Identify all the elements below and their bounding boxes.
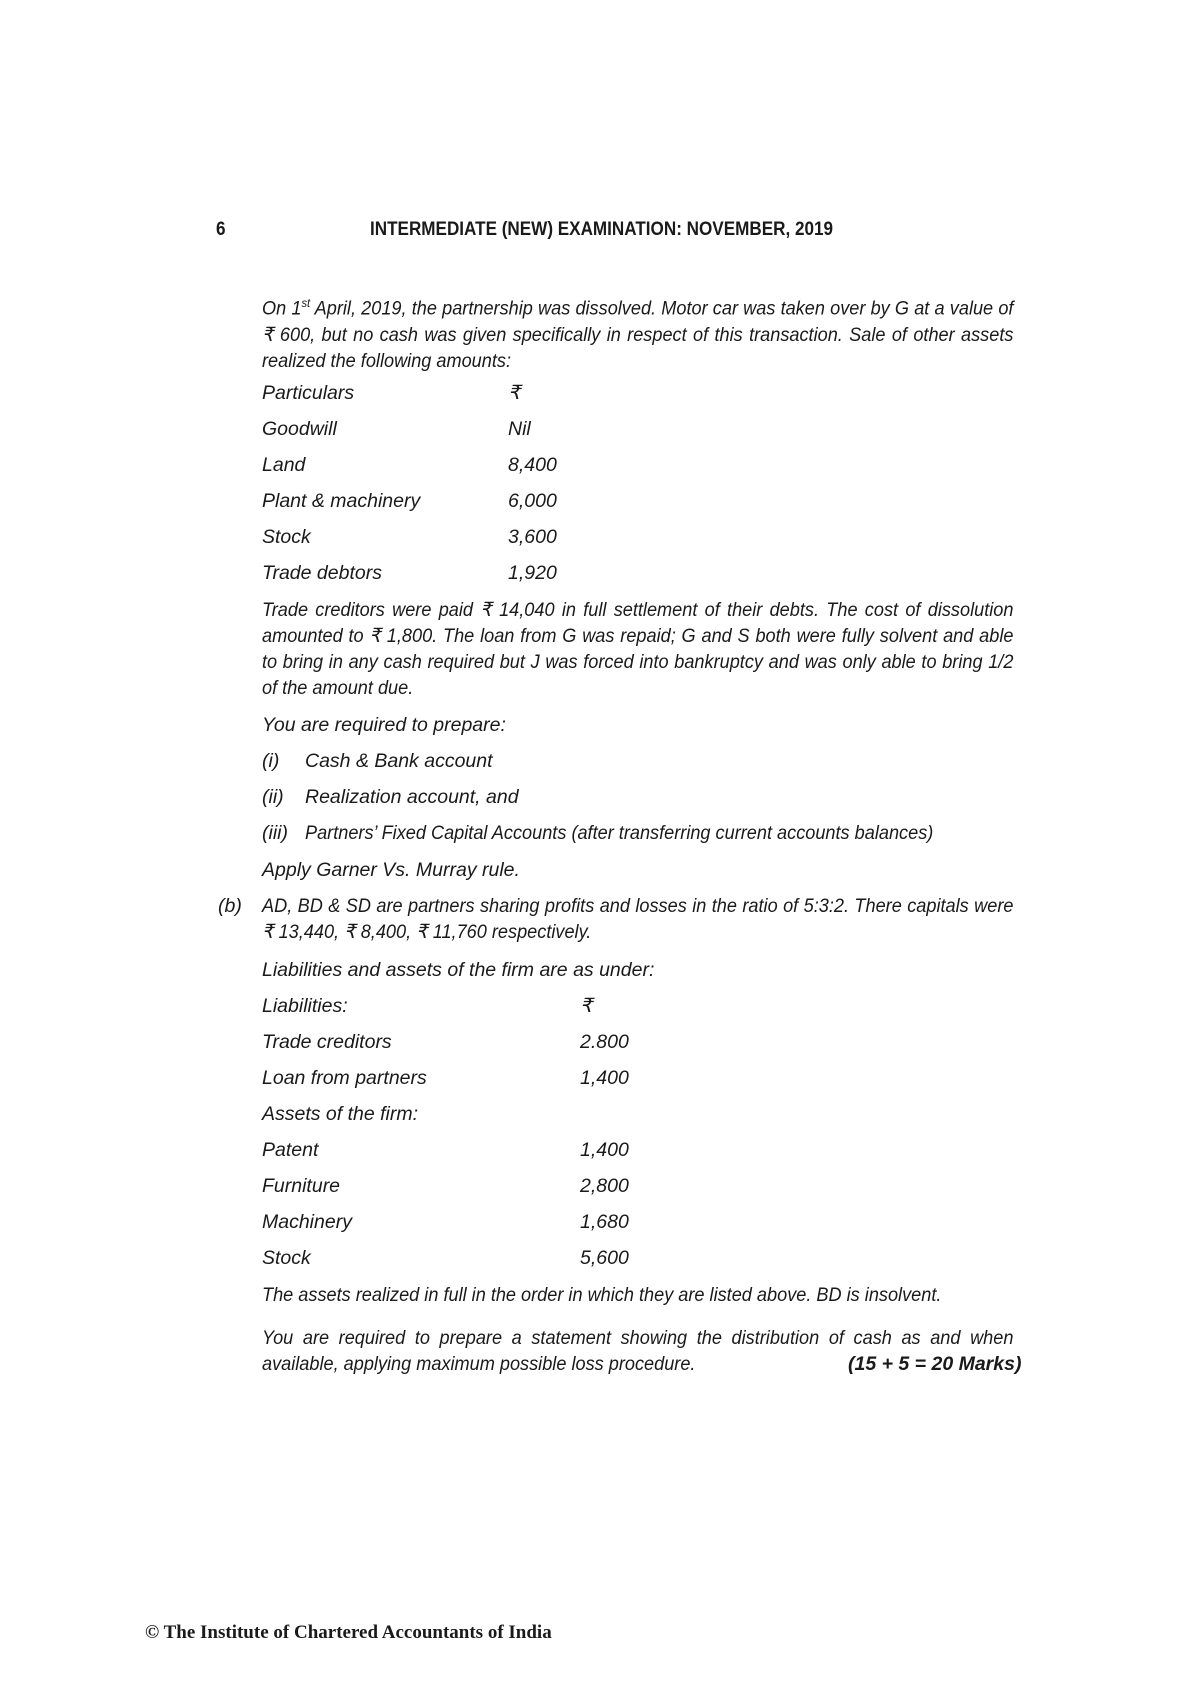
realized-note: The assets realized in full in the order in which they are listed above. BD is insolvent. [262,1284,942,1306]
table1-row-value: 8,400 [508,454,557,476]
table1-header-unit: ₹ [508,382,521,404]
asset-value: 1,680 [580,1211,629,1233]
liability-label: Loan from partners [262,1067,427,1089]
footer-copyright: © The Institute of Chartered Accountants of India [145,1622,552,1643]
table1-row-value: 6,000 [508,490,557,512]
liabilities-heading: Liabilities: [262,995,348,1017]
part-b-required: You are required to prepare a statement showing the distribution of cash as and when available, applying maximum possible loss procedure. [262,1327,1014,1375]
liability-value: 2.800 [580,1031,629,1053]
required-item-number: (iii) [262,822,288,844]
assets-heading: Assets of the firm: [262,1103,419,1125]
table1-row-label: Trade debtors [262,562,382,584]
asset-value: 1,400 [580,1139,629,1161]
asset-label: Patent [262,1139,319,1161]
page-title: INTERMEDIATE (NEW) EXAMINATION: NOVEMBER, 2019 [370,219,834,240]
settlement-paragraph: Trade creditors were paid ₹ 14,040 in full settlement of their debts. The cost of dissolution amounted to ₹ 1,800. The loan from G was repaid; G and S both were fully solvent and able to bring in any cash required but J was forced into bankruptcy and was only able to bring 1/2 of the amount due. [262,599,1014,699]
required-item-number: (ii) [262,786,284,808]
liability-label: Trade creditors [262,1031,392,1053]
asset-label: Machinery [262,1211,352,1233]
garner-murray-rule: Apply Garner Vs. Murray rule. [262,859,520,881]
part-b-table-intro: Liabilities and assets of the firm are as under: [262,959,655,981]
required-item-text: Cash & Bank account [305,750,493,772]
table1-row-label: Goodwill [262,418,337,440]
intro-paragraph: On 1st April, 2019, the partnership was dissolved. Motor car was taken over by G at a value of ₹ 600, but no cash was given specifically in respect of this transaction. Sale of other assets realized the following amounts: [262,296,1014,372]
asset-value: 2,800 [580,1175,629,1197]
part-b-label: (b) [218,895,242,917]
asset-label: Furniture [262,1175,341,1197]
table1-row-value: 3,600 [508,526,557,548]
table1-row-label: Stock [262,526,311,548]
part-b-unit: ₹ [580,995,593,1017]
table1-row-label: Plant & machinery [262,490,421,512]
marks-total: (15 + 5 = 20 Marks) [848,1353,1022,1375]
required-item-text: Partners’ Fixed Capital Accounts (after transferring current accounts balances) [305,822,934,844]
part-b-intro: AD, BD & SD are partners sharing profits and losses in the ratio of 5:3:2. There capitals were ₹ 13,440, ₹ 8,400, ₹ 11,760 respectively. [262,895,1014,943]
table1-header-label: Particulars [262,382,355,404]
table1-row-value: 1,920 [508,562,557,584]
table1-row-value: Nil [508,418,531,440]
asset-label: Stock [262,1247,311,1269]
table1-row-label: Land [262,454,306,476]
liability-value: 1,400 [580,1067,629,1089]
required-intro: You are required to prepare: [262,714,506,736]
asset-value: 5,600 [580,1247,629,1269]
page-number: 6 [216,219,226,240]
required-item-number: (i) [262,750,280,772]
required-item-text: Realization account, and [305,786,519,808]
